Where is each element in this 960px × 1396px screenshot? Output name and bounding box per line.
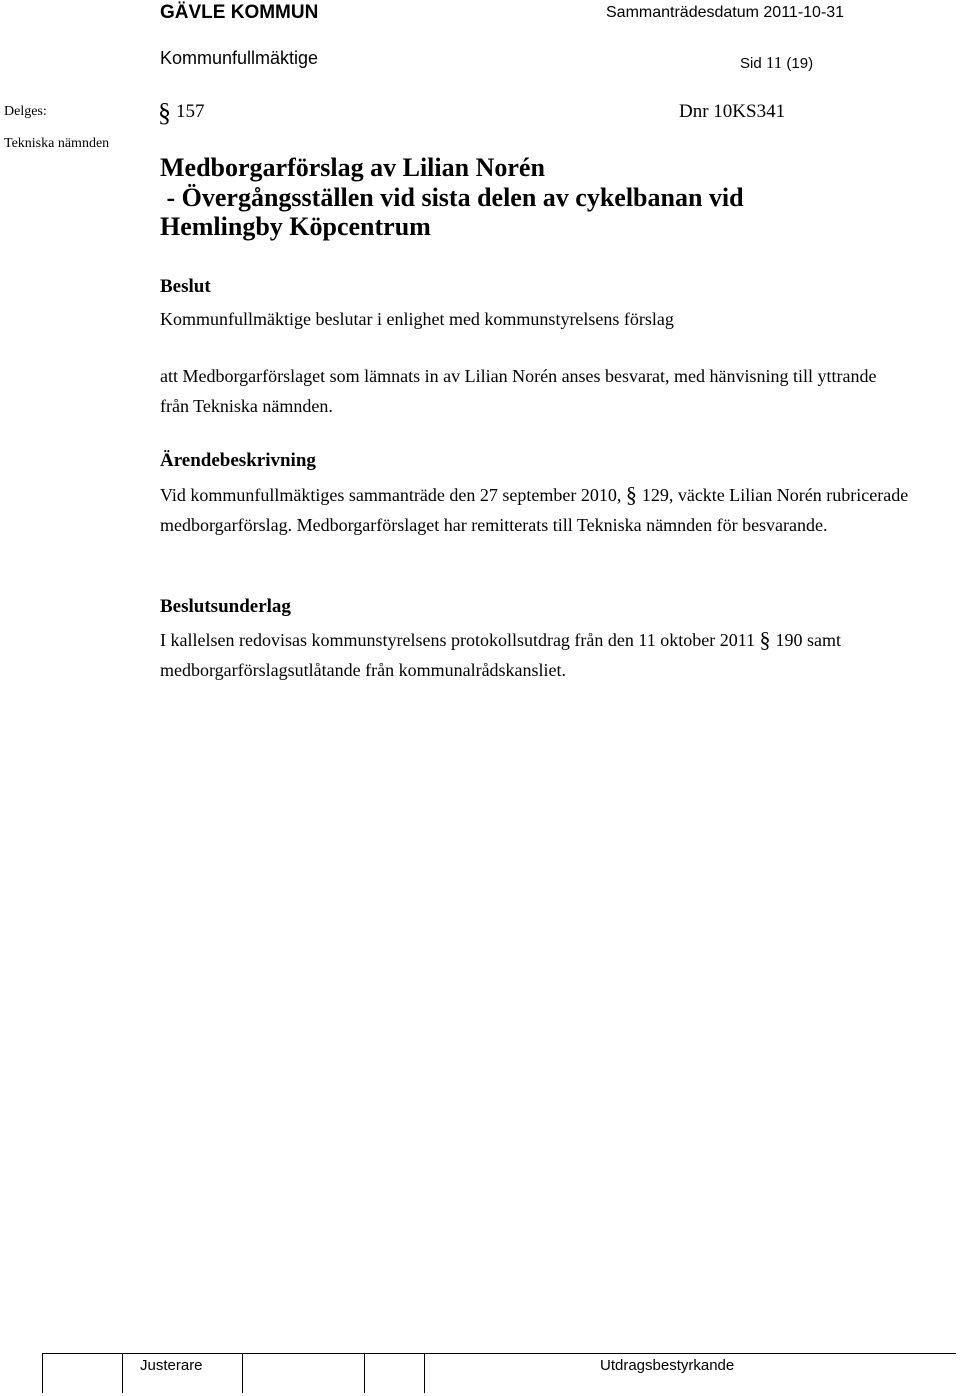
page-label: Sid	[740, 55, 762, 72]
utdragsbestyrkande-label: Utdragsbestyrkande	[600, 1357, 735, 1374]
beslut-att-clause: att Medborgarförslaget som lämnats in av Lilian Norén anses besvarat, med hänvisning till yttrande från Tekniska nämnden.	[160, 366, 877, 416]
beslut-intro: Kommunfullmäktige beslutar i enlighet med kommunstyrelsens förslag	[160, 309, 674, 329]
section-symbol: §	[625, 482, 637, 507]
arende-text-after: 129, väckte Lilian Norén rubricerade medborgarförslag. Medborgarförslaget har remitterats till Tekniska nämnden för besvarande.	[160, 485, 909, 535]
signature-table-top-rule	[42, 1353, 956, 1354]
underlag-heading: Beslutsunderlag	[160, 596, 291, 617]
underlag-text-before: I kallelsen redovisas kommunstyrelsens protokollsutdrag från den 11 oktober 2011	[160, 630, 756, 650]
beslut-heading: Beslut	[160, 276, 211, 297]
delges-recipient: Tekniska nämnden	[4, 136, 110, 151]
title-line-3: Hemlingby Köpcentrum	[160, 212, 431, 241]
title-line-1: Medborgarförslag av Lilian Norén	[160, 153, 545, 182]
delges-label: Delges:	[4, 104, 47, 119]
signature-table-divider	[424, 1353, 425, 1393]
page-number	[740, 53, 813, 73]
arende-heading: Ärendebeskrivning	[160, 450, 316, 471]
meeting-date: Sammanträdesdatum 2011-10-31	[606, 4, 845, 21]
document-title	[160, 153, 920, 242]
organization-name: GÄVLE KOMMUN	[160, 2, 319, 23]
title-line-2: - Övergångsställen vid sista delen av cykelbanan vid	[160, 182, 744, 212]
signature-table-divider	[242, 1353, 243, 1393]
page-current: 11	[765, 53, 783, 72]
justerare-label: Justerare	[140, 1357, 203, 1374]
section-symbol: §	[759, 627, 771, 652]
paragraph-symbol: §	[158, 98, 171, 127]
underlag-text	[160, 625, 920, 685]
decision-body: Kommunfullmäktige	[160, 48, 319, 68]
signature-table-divider	[364, 1353, 365, 1393]
signature-table-divider	[122, 1353, 123, 1393]
arende-text-before: Vid kommunfullmäktiges sammanträde den 27 september 2010,	[160, 485, 622, 505]
arende-text	[160, 480, 950, 540]
underlag-text-after: 190 samt medborgarförslagsutlåtande från kommunalrådskansliet.	[160, 630, 842, 680]
paragraph-number: 157	[176, 101, 205, 122]
diary-number: Dnr 10KS341	[679, 101, 786, 122]
signature-table-divider	[42, 1353, 43, 1393]
page-total: (19)	[786, 55, 814, 72]
